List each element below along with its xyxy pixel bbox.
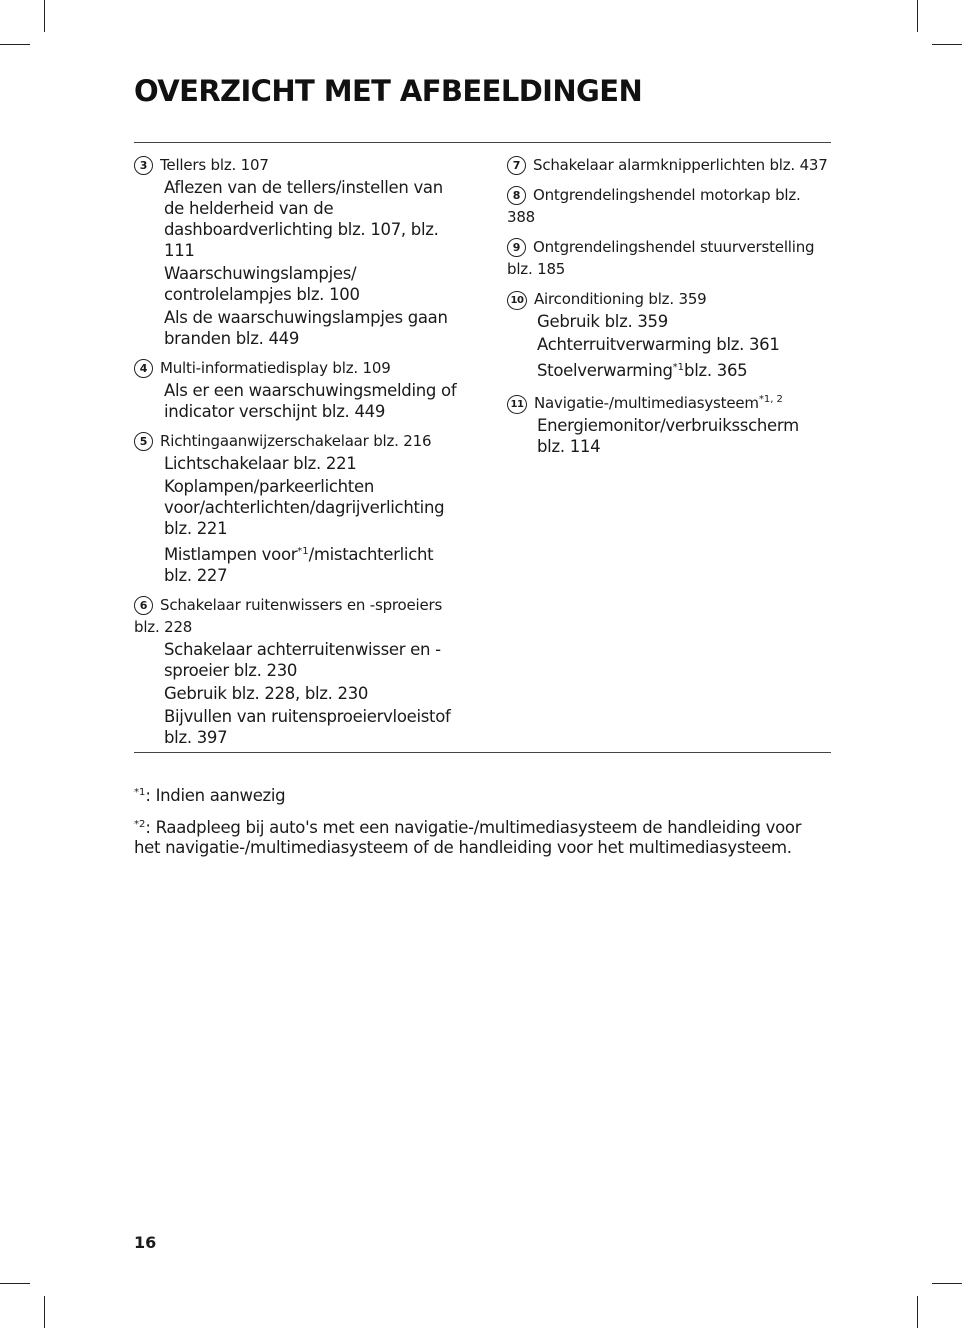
sub-item[interactable]: Koplampen/parkeerlichten voor/achterlichten/dagrijverlichting blz. 221 (164, 477, 445, 538)
entry-title: Schakelaar alarmknipperlichten blz. 437 (533, 156, 828, 174)
crop-mark (932, 1283, 962, 1284)
left-column (134, 154, 464, 756)
entry-heading[interactable] (507, 236, 831, 280)
entry-title: Tellers blz. 107 (160, 156, 269, 174)
callout-number: 8 (507, 186, 526, 205)
footnote-marker: *2 (134, 819, 146, 830)
entry-8 (507, 184, 831, 228)
callout-number: 3 (134, 156, 153, 175)
crop-mark (44, 1296, 45, 1328)
entry-9 (507, 236, 831, 280)
sub-item-seat-heating[interactable] (507, 357, 831, 381)
entry-title: Ontgrendelingshendel motorkap blz. 388 (507, 186, 801, 226)
sub-item[interactable]: Lichtschakelaar blz. 221 (164, 454, 357, 473)
callout-number: 5 (134, 432, 153, 451)
entry-heading[interactable] (507, 288, 831, 310)
entry-heading[interactable] (507, 184, 831, 228)
crop-mark (44, 0, 45, 32)
sub-item-text: Mistlampen voor (164, 545, 298, 564)
entry-heading[interactable] (507, 154, 831, 176)
entry-heading[interactable] (134, 594, 464, 638)
callout-number: 11 (507, 395, 527, 414)
sub-item-text: Stoelverwarming (537, 361, 673, 380)
footnote-text: : Indien aanwezig (145, 786, 286, 805)
crop-mark (0, 44, 30, 45)
entry-title: Navigatie-/multimediasysteem (534, 394, 759, 412)
footnote-marker: *1 (297, 546, 309, 557)
sub-item-fog-lights[interactable] (134, 541, 464, 586)
entry-heading[interactable] (134, 154, 464, 176)
footnote-marker: *1 (134, 787, 146, 798)
entry-heading[interactable] (507, 389, 831, 414)
footnote-1 (134, 783, 824, 806)
right-column (507, 154, 831, 465)
entry-4 (134, 357, 464, 422)
entry-title: Ontgrendelingshendel stuurverstelling blz. 185 (507, 238, 815, 278)
sub-item[interactable]: Schakelaar achterruitenwisser en -sproeier blz. 230 (164, 640, 441, 680)
top-divider (134, 142, 831, 143)
entry-10 (507, 288, 831, 381)
sub-item[interactable]: Bijvullen van ruitensproeiervloeistof blz. 397 (164, 707, 451, 747)
footnote-marker: *1 (672, 362, 685, 373)
sub-item[interactable]: Achterruitverwarming blz. 361 (537, 335, 780, 354)
sub-item[interactable]: Aflezen van de tellers/instellen van de helderheid van de dashboardverlichting blz. 107, blz. 111 (164, 178, 443, 260)
footnote-text: : Raadpleeg bij auto's met een navigatie-/multimediasysteem de handleiding voor het navigatie-/multimediasysteem of de handleiding voor het multimediasysteem. (134, 818, 802, 857)
page-title: OVERZICHT MET AFBEELDINGEN (134, 74, 643, 108)
crop-mark (0, 1283, 30, 1284)
sub-item[interactable]: Als er een waarschuwingsmelding of indicator verschijnt blz. 449 (164, 381, 457, 421)
entry-heading[interactable] (134, 357, 464, 379)
entry-title: Richtingaanwijzerschakelaar blz. 216 (160, 432, 432, 450)
entry-title: Schakelaar ruitenwissers en -sproeiers blz. 228 (134, 596, 443, 636)
entry-11 (507, 389, 831, 457)
page-number: 16 (134, 1233, 157, 1252)
entry-6 (134, 594, 464, 748)
crop-mark (917, 1296, 918, 1328)
footnote-2 (134, 815, 824, 858)
callout-number: 4 (134, 359, 153, 378)
sub-item[interactable]: Energiemonitor/verbruiksscherm blz. 114 (537, 416, 799, 456)
sub-item-text: blz. 365 (684, 361, 748, 380)
callout-number: 9 (507, 238, 526, 257)
sub-item[interactable]: Gebruik blz. 228, blz. 230 (164, 684, 369, 703)
entry-title: Multi-informatiedisplay blz. 109 (160, 359, 391, 377)
crop-mark (932, 44, 962, 45)
entry-title: Airconditioning blz. 359 (534, 290, 707, 308)
callout-number: 7 (507, 156, 526, 175)
sub-item[interactable]: Waarschuwingslampjes/ controlelampjes blz. 100 (164, 264, 360, 304)
entry-3 (134, 154, 464, 349)
sub-item-text: /mistachterlicht blz. 227 (164, 545, 434, 585)
entry-heading[interactable] (134, 430, 464, 452)
callout-number: 6 (134, 596, 153, 615)
callout-number: 10 (507, 291, 527, 310)
bottom-divider (134, 752, 831, 753)
entry-7 (507, 154, 831, 176)
entry-5 (134, 430, 464, 586)
sub-item[interactable]: Als de waarschuwingslampjes gaan branden blz. 449 (164, 308, 448, 348)
crop-mark (917, 0, 918, 32)
sub-item[interactable]: Gebruik blz. 359 (537, 312, 668, 331)
footnote-marker: *1, 2 (758, 394, 783, 405)
